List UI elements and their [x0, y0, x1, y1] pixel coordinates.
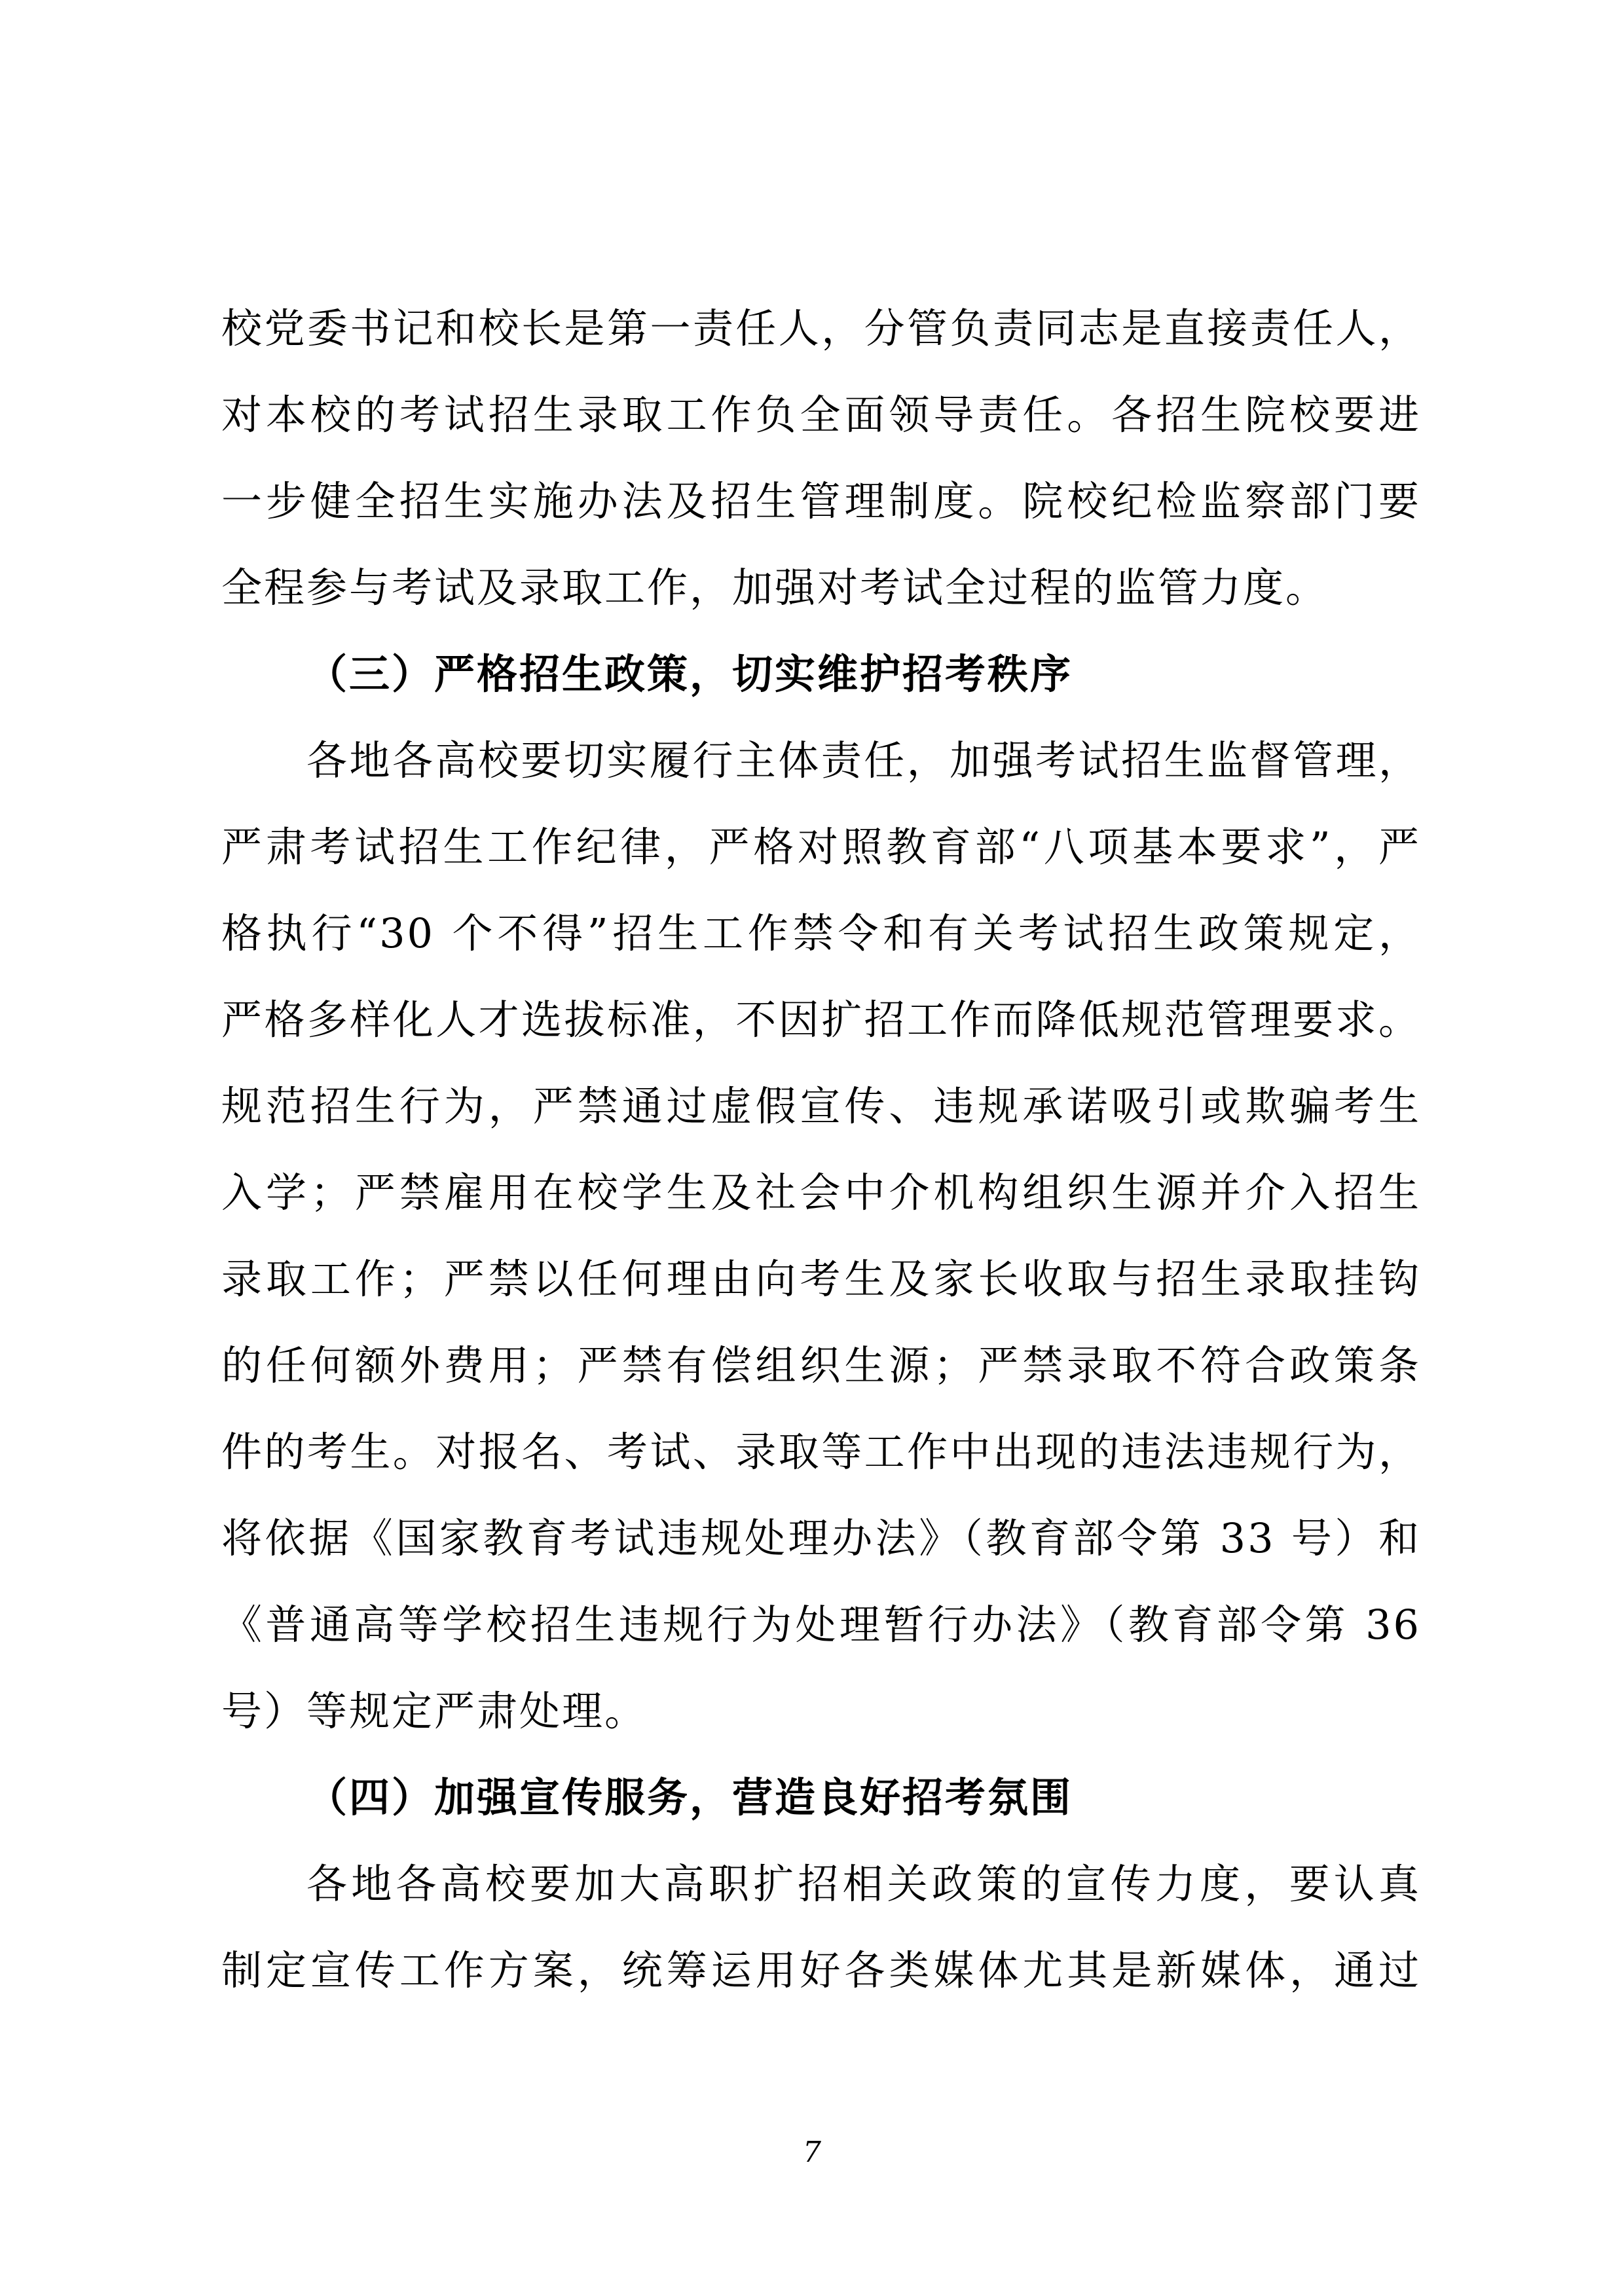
text-line: 各地各高校要加大高职扩招相关政策的宣传力度，要认真 — [306, 1860, 1421, 1908]
text-line: 全程参与考试及录取工作，加强对考试全过程的监管力度。 — [221, 564, 1329, 611]
text-line: 一步健全招生实施办法及招生管理制度。院校纪检监察部门要 — [221, 477, 1421, 525]
page-number: 7 — [803, 2136, 821, 2169]
text-line: 号）等规定严肃处理。 — [221, 1687, 648, 1735]
text-line: 严肃考试招生工作纪律，严格对照教育部“八项基本要求”，严 — [221, 823, 1421, 871]
section-heading: （四）加强宣传服务，营造良好招考氛围 — [306, 1774, 1073, 1821]
text-line: 录取工作；严禁以任何理由向考生及家长收取与招生录取挂钩 — [221, 1255, 1421, 1303]
text-line: 《普通高等学校招生违规行为处理暂行办法》（教育部令第 36 — [221, 1601, 1421, 1649]
text-line: 各地各高校要切实履行主体责任，加强考试招生监督管理， — [306, 737, 1421, 784]
text-line: 制定宣传工作方案，统筹运用好各类媒体尤其是新媒体，通过 — [221, 1946, 1421, 1994]
text-line: 严格多样化人才选拔标准，不因扩招工作而降低规范管理要求。 — [221, 996, 1421, 1044]
text-line: 规范招生行为，严禁通过虚假宣传、违规承诺吸引或欺骗考生 — [221, 1082, 1421, 1130]
document-body — [221, 285, 1421, 2014]
text-line: 对本校的考试招生录取工作负全面领导责任。各招生院校要进 — [221, 391, 1421, 439]
text-line: 入学；严禁雇用在校学生及社会中介机构组织生源并介入招生 — [221, 1169, 1421, 1216]
text-line: 件的考生。对报名、考试、录取等工作中出现的违法违规行为， — [221, 1428, 1421, 1476]
text-line: 将依据《国家教育考试违规处理办法》（教育部令第 33 号）和 — [221, 1514, 1421, 1562]
text-line: 校党委书记和校长是第一责任人，分管负责同志是直接责任人， — [221, 304, 1421, 352]
text-line: 的任何额外费用；严禁有偿组织生源；严禁录取不符合政策条 — [221, 1341, 1421, 1389]
section-heading: （三）严格招生政策，切实维护招考秩序 — [306, 650, 1073, 698]
page-footer — [0, 2133, 1624, 2172]
text-line: 格执行“30 个不得”招生工作禁令和有关考试招生政策规定， — [221, 909, 1421, 957]
